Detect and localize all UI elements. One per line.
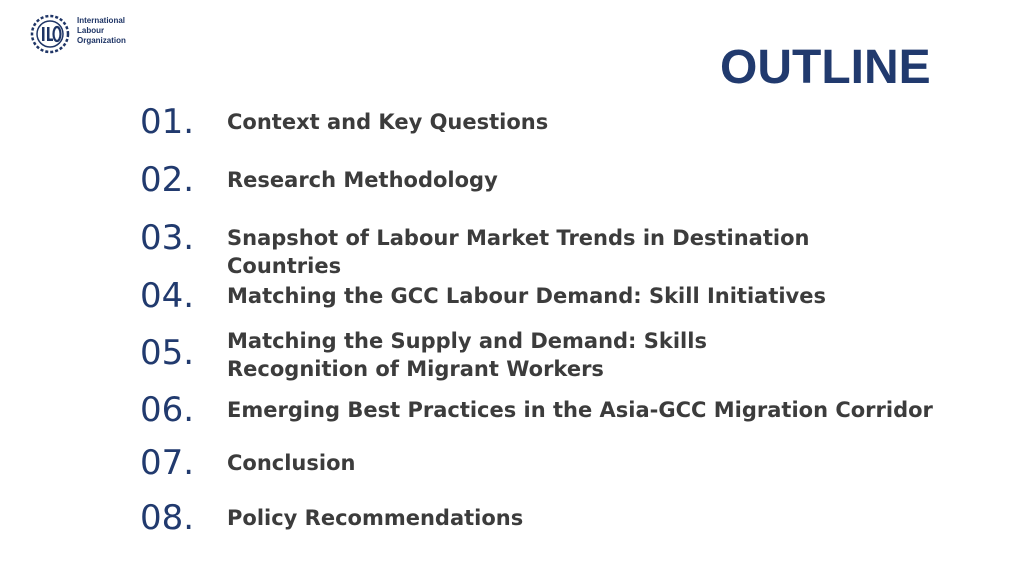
item-number: 07.	[140, 443, 195, 483]
item-number: 08.	[140, 498, 195, 538]
organization-name-line-1: International	[77, 16, 126, 25]
organization-name-line-3: Organization	[77, 36, 126, 45]
item-number: 04.	[140, 276, 195, 316]
item-label: Conclusion	[227, 451, 356, 475]
item-label: Emerging Best Practices in the Asia-GCC Migration Corridor	[227, 398, 933, 422]
item-number: 05.	[140, 333, 195, 373]
organization-name-line-2: Labour	[77, 26, 105, 35]
item-number: 03.	[140, 218, 195, 258]
item-label: Policy Recommendations	[227, 506, 524, 530]
item-number: 06.	[140, 390, 195, 430]
ilo-emblem-icon	[30, 14, 70, 54]
organization-name	[77, 16, 126, 46]
item-number: 01.	[140, 102, 195, 142]
item-number: 02.	[140, 160, 195, 200]
item-label: Context and Key Questions	[227, 110, 549, 134]
ilo-logo	[30, 14, 140, 54]
item-label: Research Methodology	[227, 168, 498, 192]
page-title: OUTLINE	[720, 41, 931, 94]
item-label: Snapshot of Labour Market Trends in Destination Countries	[227, 226, 810, 278]
item-label: Matching the GCC Labour Demand: Skill Initiatives	[227, 284, 826, 308]
item-label: Matching the Supply and Demand: Skills Recognition of Migrant Workers	[227, 329, 707, 381]
